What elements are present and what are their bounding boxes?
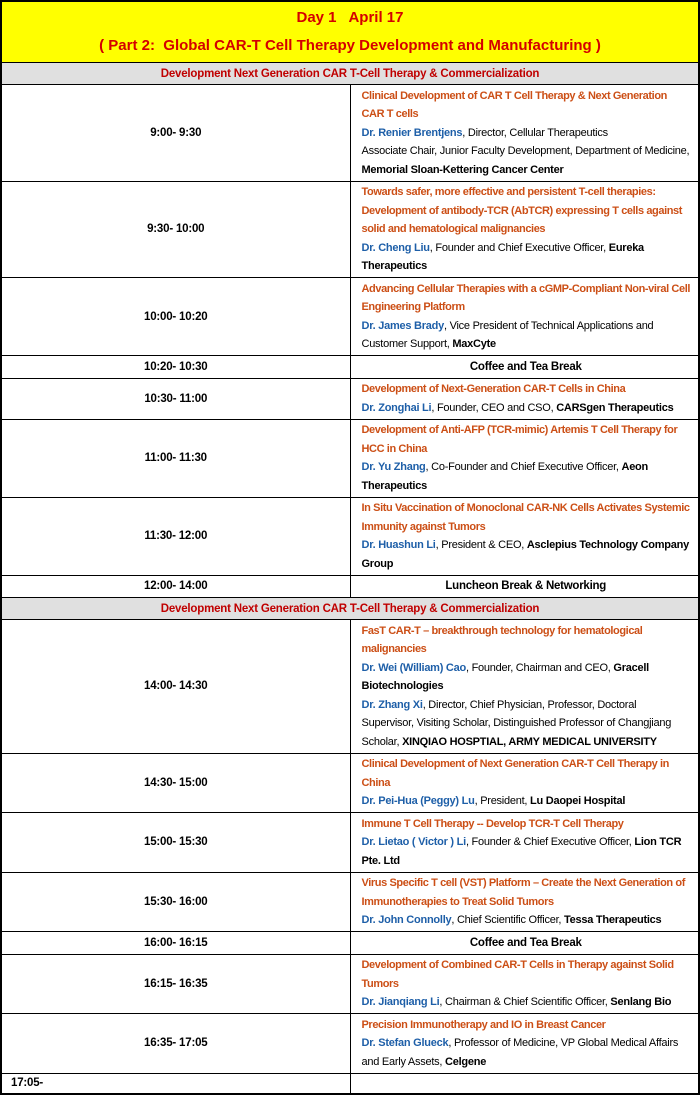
section-title: Development Next Generation CAR T-Cell Therapy & Commercialization — [1, 598, 699, 620]
speaker-name: Dr. Huashun Li — [361, 539, 436, 551]
time-slot: 16:35- 17:05 — [1, 1014, 350, 1074]
talk-row — [1, 1014, 699, 1074]
time-slot: 11:30- 12:00 — [1, 497, 350, 575]
speaker-name: Dr. Lietao ( Victor ) Li — [361, 836, 466, 848]
session-cell — [350, 85, 699, 182]
organization: Lion TCR Pte. Ltd — [361, 836, 682, 867]
speaker-line — [362, 536, 691, 573]
session-title: Development of Combined CAR-T Cells in Therapy against Solid Tumors — [361, 959, 674, 990]
speaker-line — [362, 993, 691, 1012]
talk-row — [1, 85, 699, 182]
speaker-role: , Co-Founder and Chief Executive Officer, — [425, 461, 622, 473]
session-cell — [350, 378, 699, 419]
session-cell — [350, 813, 699, 873]
organization: XINQIAO HOSPTIAL, ARMY MEDICAL UNIVERSITY — [402, 735, 657, 748]
speaker-name: Dr. James Brady — [361, 319, 444, 332]
part-title: ( Part 2: Global CAR-T Cell Therapy Development and Manufacturing ) — [99, 37, 601, 54]
talk-row — [1, 497, 699, 575]
talk-row — [1, 278, 699, 356]
empty-row — [1, 1073, 699, 1094]
time-slot: 14:00- 14:30 — [1, 620, 350, 754]
organization: Eureka Therapeutics — [361, 241, 644, 272]
session-cell — [350, 497, 699, 575]
session-title: Immune T Cell Therapy -- Develop TCR-T Cell Therapy — [361, 817, 624, 830]
time-slot: 10:20- 10:30 — [1, 356, 350, 379]
speaker-role: , Founder & Chief Executive Officer, — [465, 836, 635, 848]
session-cell — [350, 620, 699, 754]
speaker-name: Dr. Stefan Glueck — [361, 1037, 449, 1049]
time-slot: 10:30- 11:00 — [1, 378, 350, 419]
main-header-row — [1, 1, 699, 63]
section-header-row — [1, 598, 699, 620]
time-slot: 10:00- 10:20 — [1, 278, 350, 356]
organization: Asclepius Technology Company Group — [361, 539, 689, 570]
session-cell — [350, 181, 699, 278]
talk-row — [1, 378, 699, 419]
time-slot: 9:30- 10:00 — [1, 181, 350, 278]
speaker-name: Dr. Jianqiang Li — [361, 996, 440, 1008]
speaker-role: , President & CEO, — [435, 539, 527, 551]
session-title: Precision Immunotherapy and IO in Breast Cancer — [361, 1018, 606, 1031]
session-cell — [350, 753, 699, 813]
speaker-name: Dr. Zonghai Li — [361, 401, 432, 414]
speaker-role: , Chief Scientific Officer, — [451, 914, 564, 926]
speaker-line — [362, 317, 691, 354]
speaker-role: , Professor of Medicine, VP Global Medical Affairs and Early Assets, — [361, 1037, 679, 1068]
session-title: Clinical Development of Next Generation CAR-T Cell Therapy in China — [361, 758, 669, 789]
organization: CARSgen Therapeutics — [556, 401, 674, 414]
session-title: FasT CAR-T – breakthrough technology for hematological malignancies — [361, 624, 643, 655]
speaker-line — [362, 124, 691, 143]
session-cell — [350, 954, 699, 1014]
speaker-line — [362, 911, 691, 930]
speaker-name: Dr. John Connolly — [361, 914, 452, 926]
speaker-line — [362, 792, 691, 811]
session-title: Development of Next-Generation CAR-T Cells in China — [361, 383, 626, 395]
time-slot: 17:05- — [1, 1073, 350, 1094]
break-label: Luncheon Break & Networking — [350, 575, 699, 598]
section-title: Development Next Generation CAR T-Cell Therapy & Commercialization — [1, 63, 699, 85]
speaker-name: Dr. Zhang Xi — [361, 698, 423, 711]
talk-row — [1, 872, 699, 932]
speaker-line — [362, 659, 691, 696]
organization: Lu Daopei Hospital — [530, 795, 626, 807]
speaker-role: , Founder, Chairman and CEO, — [465, 661, 614, 674]
day-title: Day 1 April 17 — [296, 9, 404, 26]
talk-row — [1, 813, 699, 873]
speaker-line — [362, 399, 691, 418]
organization: MaxCyte — [452, 338, 496, 350]
time-slot: 15:00- 15:30 — [1, 813, 350, 873]
speaker-role: , Founder, CEO and CSO, — [431, 401, 557, 414]
break-row — [1, 575, 699, 598]
speaker-name: Dr. Yu Zhang — [361, 461, 426, 473]
time-slot: 15:30- 16:00 — [1, 872, 350, 932]
speaker-role: , Vice President of Technical Applications and Customer Support, — [361, 319, 654, 350]
time-slot: 12:00- 14:00 — [1, 575, 350, 598]
session-title: Virus Specific T cell (VST) Platform – Create the Next Generation of Immunotherapies to Treat Solid Tumors — [361, 877, 685, 908]
talk-row — [1, 181, 699, 278]
speaker-role: , Director, Cellular Therapeutics — [462, 126, 608, 139]
speaker-name: Dr. Pei-Hua (Peggy) Lu — [361, 795, 475, 807]
speaker-line — [362, 239, 691, 276]
time-slot: 16:00- 16:15 — [1, 932, 350, 955]
organization: Celgene — [445, 1055, 487, 1068]
talk-row — [1, 954, 699, 1014]
break-row — [1, 932, 699, 955]
talk-row — [1, 419, 699, 497]
break-row — [1, 356, 699, 379]
speaker-line — [362, 458, 691, 495]
time-slot: 9:00- 9:30 — [1, 85, 350, 182]
schedule-body — [1, 1, 699, 1094]
speaker-name: Dr. Wei (William) Cao — [361, 661, 466, 674]
session-cell — [350, 419, 699, 497]
time-slot: 11:00- 11:30 — [1, 419, 350, 497]
speaker-name: Dr. Renier Brentjens — [361, 126, 463, 139]
session-cell — [350, 1014, 699, 1074]
session-title: Clinical Development of CAR T Cell Therapy & Next Generation CAR T cells — [361, 89, 667, 120]
speaker-role: Associate Chair, Junior Faculty Development, Department of Medicine, — [361, 145, 690, 157]
organization: Gracell Biotechnologies — [361, 661, 649, 692]
speaker-line — [362, 142, 691, 179]
speaker-role: , President, — [474, 795, 531, 807]
organization: Aeon Therapeutics — [361, 461, 648, 492]
organization: Senlang Bio — [610, 996, 672, 1008]
break-label: Coffee and Tea Break — [350, 932, 699, 955]
session-title: Development of Anti-AFP (TCR-mimic) Artemis T Cell Therapy for HCC in China — [361, 424, 678, 455]
speaker-name: Dr. Cheng Liu — [361, 241, 430, 254]
break-label: Coffee and Tea Break — [350, 356, 699, 379]
speaker-role: , Chairman & Chief Scientific Officer, — [439, 996, 611, 1008]
empty-cell — [350, 1073, 699, 1094]
session-title: In Situ Vaccination of Monoclonal CAR-NK Cells Activates Systemic Immunity against Tumors — [361, 502, 690, 533]
time-slot: 16:15- 16:35 — [1, 954, 350, 1014]
organization: Memorial Sloan-Kettering Cancer Center — [361, 163, 564, 176]
session-cell — [350, 278, 699, 356]
speaker-role: , Founder and Chief Executive Officer, — [429, 241, 609, 254]
session-title: Towards safer, more effective and persistent T-cell therapies: Development of antibody-TCR (AbTCR) expressing T cells against solid and hematological malignancies — [361, 186, 683, 235]
speaker-line — [362, 833, 691, 870]
speaker-line — [362, 1034, 691, 1071]
session-cell — [350, 872, 699, 932]
event-header — [1, 1, 699, 63]
talk-row — [1, 620, 699, 754]
organization: Tessa Therapeutics — [564, 914, 662, 926]
session-title: Advancing Cellular Therapies with a cGMP-Compliant Non-viral Cell Engineering Platform — [361, 282, 691, 313]
section-header-row — [1, 63, 699, 85]
talk-row — [1, 753, 699, 813]
speaker-role: , Director, Chief Physician, Professor, Doctoral Supervisor, Visiting Scholar, Distinguished Professor of Changjiang Scholar, — [361, 698, 672, 748]
time-slot: 14:30- 15:00 — [1, 753, 350, 813]
speaker-line — [362, 696, 691, 752]
